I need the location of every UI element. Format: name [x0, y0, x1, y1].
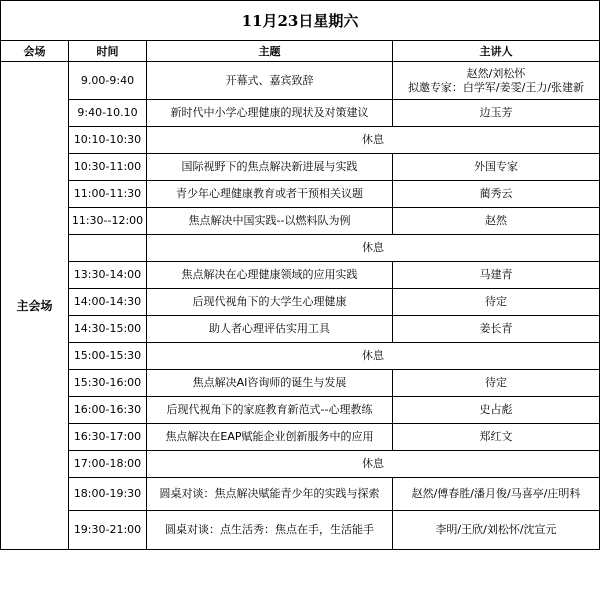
speaker-line: 蔺秀云 — [479, 187, 513, 200]
session-row — [1, 511, 600, 550]
break-cell: 休息 — [147, 235, 600, 262]
speaker-cell — [393, 208, 600, 235]
topic-cell: 焦点解决中国实践--以燃料队为例 — [147, 208, 393, 235]
speaker-cell — [393, 262, 600, 289]
header-time: 时间 — [69, 41, 147, 62]
venue-cell: 主会场 — [1, 62, 69, 550]
time-cell: 14:00-14:30 — [69, 289, 147, 316]
time-cell: 11:30--12:00 — [69, 208, 147, 235]
speaker-line: 赵然/傅春胜/潘月俊/马喜亭/庄明科 — [411, 487, 581, 500]
break-cell: 休息 — [147, 451, 600, 478]
session-row — [1, 424, 600, 451]
time-cell: 9:40-10.10 — [69, 100, 147, 127]
topic-cell: 圆桌对谈：焦点解决赋能青少年的实践与探索 — [147, 478, 393, 511]
time-cell: 11:00-11:30 — [69, 181, 147, 208]
session-row — [1, 370, 600, 397]
header-venue: 会场 — [1, 41, 69, 62]
time-cell: 15:30-16:00 — [69, 370, 147, 397]
time-cell: 9.00-9:40 — [69, 62, 147, 100]
topic-cell: 焦点解决AI咨询师的诞生与发展 — [147, 370, 393, 397]
session-row — [1, 289, 600, 316]
topic-cell: 助人者心理评估实用工具 — [147, 316, 393, 343]
speaker-line: 郑红文 — [479, 430, 513, 443]
speaker-cell — [393, 370, 600, 397]
topic-cell: 开幕式、嘉宾致辞 — [147, 62, 393, 100]
time-cell: 18:00-19:30 — [69, 478, 147, 511]
session-row — [1, 397, 600, 424]
speaker-cell — [393, 397, 600, 424]
speaker-line: 李明/王欣/刘松怀/沈宣元 — [435, 523, 557, 536]
time-cell: 16:00-16:30 — [69, 397, 147, 424]
page-title: 11月23日星期六 — [1, 1, 600, 41]
time-cell — [69, 235, 147, 262]
header-row — [1, 41, 600, 62]
topic-cell: 后现代视角下的大学生心理健康 — [147, 289, 393, 316]
session-row — [1, 478, 600, 511]
speaker-line: 待定 — [485, 295, 507, 308]
speaker-line: 待定 — [485, 376, 507, 389]
topic-cell: 圆桌对谈：点生活秀：焦点在手，生活能手 — [147, 511, 393, 550]
speaker-line: 姜长青 — [479, 322, 513, 335]
time-cell: 14:30-15:00 — [69, 316, 147, 343]
speaker-cell — [393, 154, 600, 181]
speaker-line: 外国专家 — [474, 160, 518, 173]
session-row — [1, 154, 600, 181]
time-cell: 10:10-10:30 — [69, 127, 147, 154]
speaker-cell — [393, 62, 600, 100]
session-row — [1, 208, 600, 235]
speaker-cell — [393, 289, 600, 316]
speaker-line: 拟邀专家：白学军/姜雯/王力/张建新 — [407, 80, 585, 94]
speaker-line: 马建青 — [479, 268, 513, 281]
break-row — [1, 235, 600, 262]
time-cell: 17:00-18:00 — [69, 451, 147, 478]
speaker-line: 边玉芳 — [479, 106, 513, 119]
time-cell: 15:00-15:30 — [69, 343, 147, 370]
topic-cell: 后现代视角下的家庭教育新范式--心理教练 — [147, 397, 393, 424]
speaker-line: 史占彪 — [479, 403, 513, 416]
topic-cell: 焦点解决在心理健康领域的应用实践 — [147, 262, 393, 289]
speaker-cell — [393, 181, 600, 208]
topic-cell: 焦点解决在EAP赋能企业创新服务中的应用 — [147, 424, 393, 451]
speaker-line: 赵然 — [485, 214, 507, 227]
time-cell: 19:30-21:00 — [69, 511, 147, 550]
break-row — [1, 451, 600, 478]
break-row — [1, 343, 600, 370]
speaker-cell — [393, 100, 600, 127]
speaker-cell — [393, 511, 600, 550]
break-row — [1, 127, 600, 154]
break-cell: 休息 — [147, 343, 600, 370]
session-row — [1, 100, 600, 127]
session-row — [1, 316, 600, 343]
break-cell: 休息 — [147, 127, 600, 154]
time-cell: 13:30-14:00 — [69, 262, 147, 289]
session-row — [1, 62, 600, 100]
session-row — [1, 181, 600, 208]
speaker-cell — [393, 316, 600, 343]
header-topic: 主题 — [147, 41, 393, 62]
topic-cell: 青少年心理健康教育或者干预相关议题 — [147, 181, 393, 208]
time-cell: 10:30-11:00 — [69, 154, 147, 181]
title-row — [1, 1, 600, 41]
speaker-cell — [393, 424, 600, 451]
topic-cell: 国际视野下的焦点解决新进展与实践 — [147, 154, 393, 181]
header-speaker: 主讲人 — [393, 41, 600, 62]
speaker-cell — [393, 478, 600, 511]
session-row — [1, 262, 600, 289]
speaker-line: 赵然/刘松怀 — [466, 66, 526, 80]
topic-cell: 新时代中小学心理健康的现状及对策建议 — [147, 100, 393, 127]
time-cell: 16:30-17:00 — [69, 424, 147, 451]
